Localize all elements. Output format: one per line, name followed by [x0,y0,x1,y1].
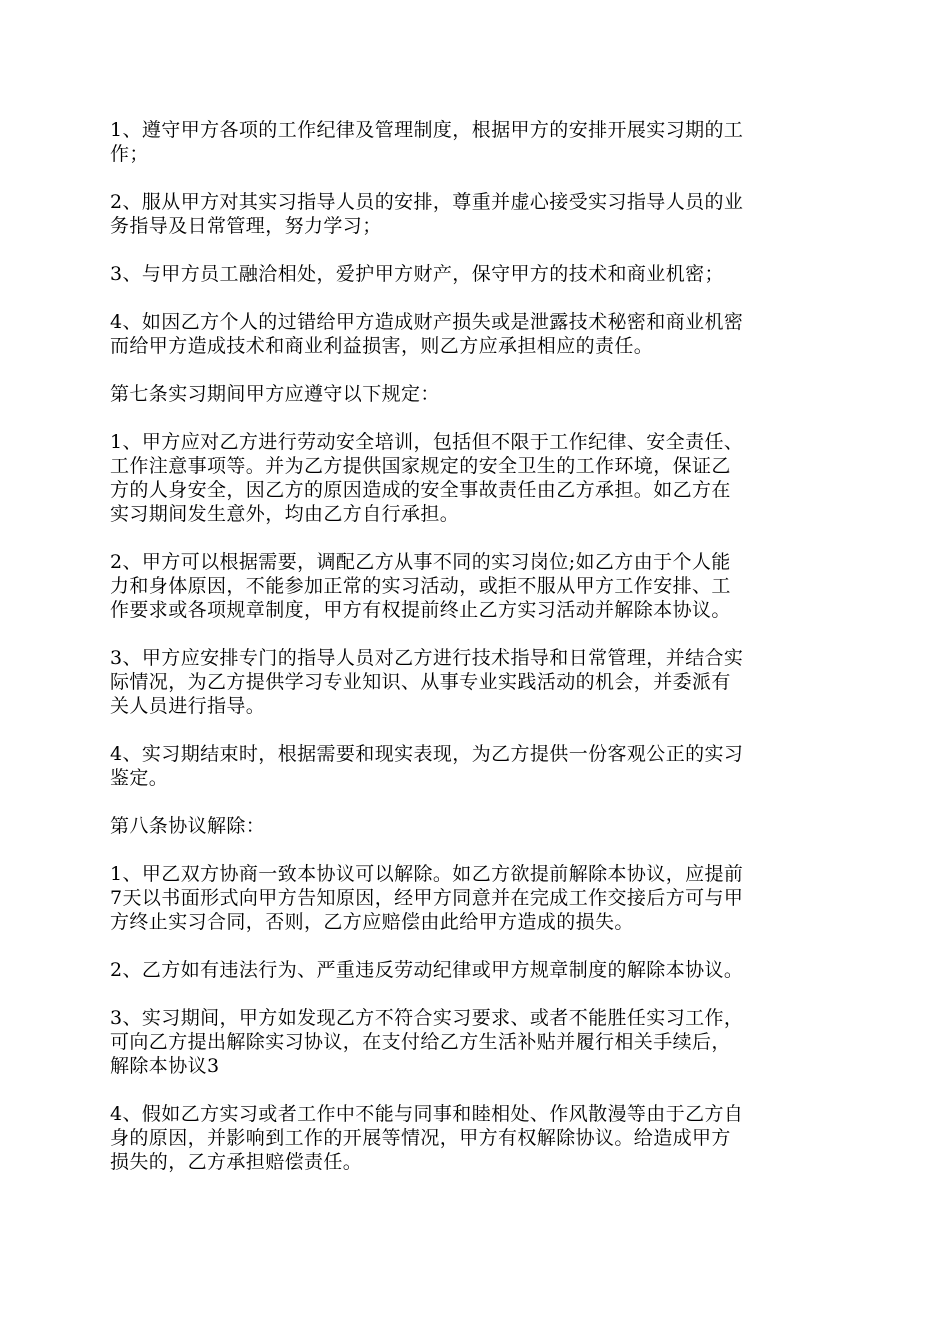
text-line: 1、甲方应对乙方进行劳动安全培训，包括但不限于工作纪律、安全责任、 [110,431,744,453]
text-line: 1、遵守甲方各项的工作纪律及管理制度，根据甲方的安排开展实习期的工 [110,119,744,141]
text-line: 3、甲方应安排专门的指导人员对乙方进行技术指导和日常管理，并结合实 [110,647,744,669]
text-line: 2、乙方如有违法行为、严重违反劳动纪律或甲方规章制度的解除本协议。 [110,959,744,981]
text-line: 3、实习期间，甲方如发现乙方不符合实习要求、或者不能胜任实习工作， [110,1007,744,1029]
text-line: 务指导及日常管理，努力学习； [110,215,382,237]
paragraph [110,190,840,238]
text-line: 际情况，为乙方提供学习专业知识、从事专业实践活动的机会，并委派有 [110,671,731,693]
text-line: 关人员进行指导。 [110,695,266,717]
paragraph [110,1006,840,1078]
paragraph [110,310,840,358]
paragraph [110,382,840,406]
text-line: 可向乙方提出解除实习协议，在支付给乙方生活补贴并履行相关手续后， [110,1031,731,1053]
text-line: 2、甲方可以根据需要，调配乙方从事不同的实习岗位;如乙方由于个人能 [110,551,731,573]
text-line: 1、甲乙双方协商一致本协议可以解除。如乙方欲提前解除本协议，应提前 [110,863,744,885]
text-line: 4、实习期结束时，根据需要和现实表现，为乙方提供一份客观公正的实习 [110,743,744,765]
text-line: 4、假如乙方实习或者工作中不能与同事和睦相处、作风散漫等由于乙方自 [110,1103,744,1125]
text-line: 方的人身安全，因乙方的原因造成的安全事故责任由乙方承担。如乙方在 [110,479,731,501]
paragraph [110,646,840,718]
text-line: 第七条实习期间甲方应遵守以下规定： [110,383,440,405]
text-line: 身的原因，并影响到工作的开展等情况，甲方有权解除协议。给造成甲方 [110,1127,731,1149]
text-line: 2、服从甲方对其实习指导人员的安排，尊重并虚心接受实习指导人员的业 [110,191,744,213]
text-line: 4、如因乙方个人的过错给甲方造成财产损失或是泄露技术秘密和商业机密 [110,311,744,333]
document-body [110,118,840,1198]
text-line: 实习期间发生意外，均由乙方自行承担。 [110,503,460,525]
text-line: 7天以书面形式向甲方告知原因，经甲方同意并在完成工作交接后方可与甲 [110,887,744,909]
paragraph [110,814,840,838]
text-line: 工作注意事项等。并为乙方提供国家规定的安全卫生的工作环境，保证乙 [110,455,731,477]
paragraph [110,262,840,286]
paragraph [110,550,840,622]
paragraph [110,430,840,526]
text-line: 第八条协议解除： [110,815,266,837]
text-line: 作； [110,143,149,165]
paragraph [110,742,840,790]
text-line: 损失的，乙方承担赔偿责任。 [110,1151,363,1173]
text-line: 力和身体原因，不能参加正常的实习活动，或拒不服从甲方工作安排、工 [110,575,731,597]
paragraph [110,862,840,934]
text-line: 而给甲方造成技术和商业利益损害，则乙方应承担相应的责任。 [110,335,654,357]
paragraph [110,1102,840,1174]
text-line: 作要求或各项规章制度，甲方有权提前终止乙方实习活动并解除本协议。 [110,599,731,621]
text-line: 3、与甲方员工融洽相处，爱护甲方财产，保守甲方的技术和商业机密； [110,263,724,285]
paragraph [110,958,840,982]
paragraph [110,118,840,166]
text-line: 解除本协议3 [110,1055,220,1077]
text-line: 鉴定。 [110,767,169,789]
text-line: 方终止实习合同，否则，乙方应赔偿由此给甲方造成的损失。 [110,911,634,933]
